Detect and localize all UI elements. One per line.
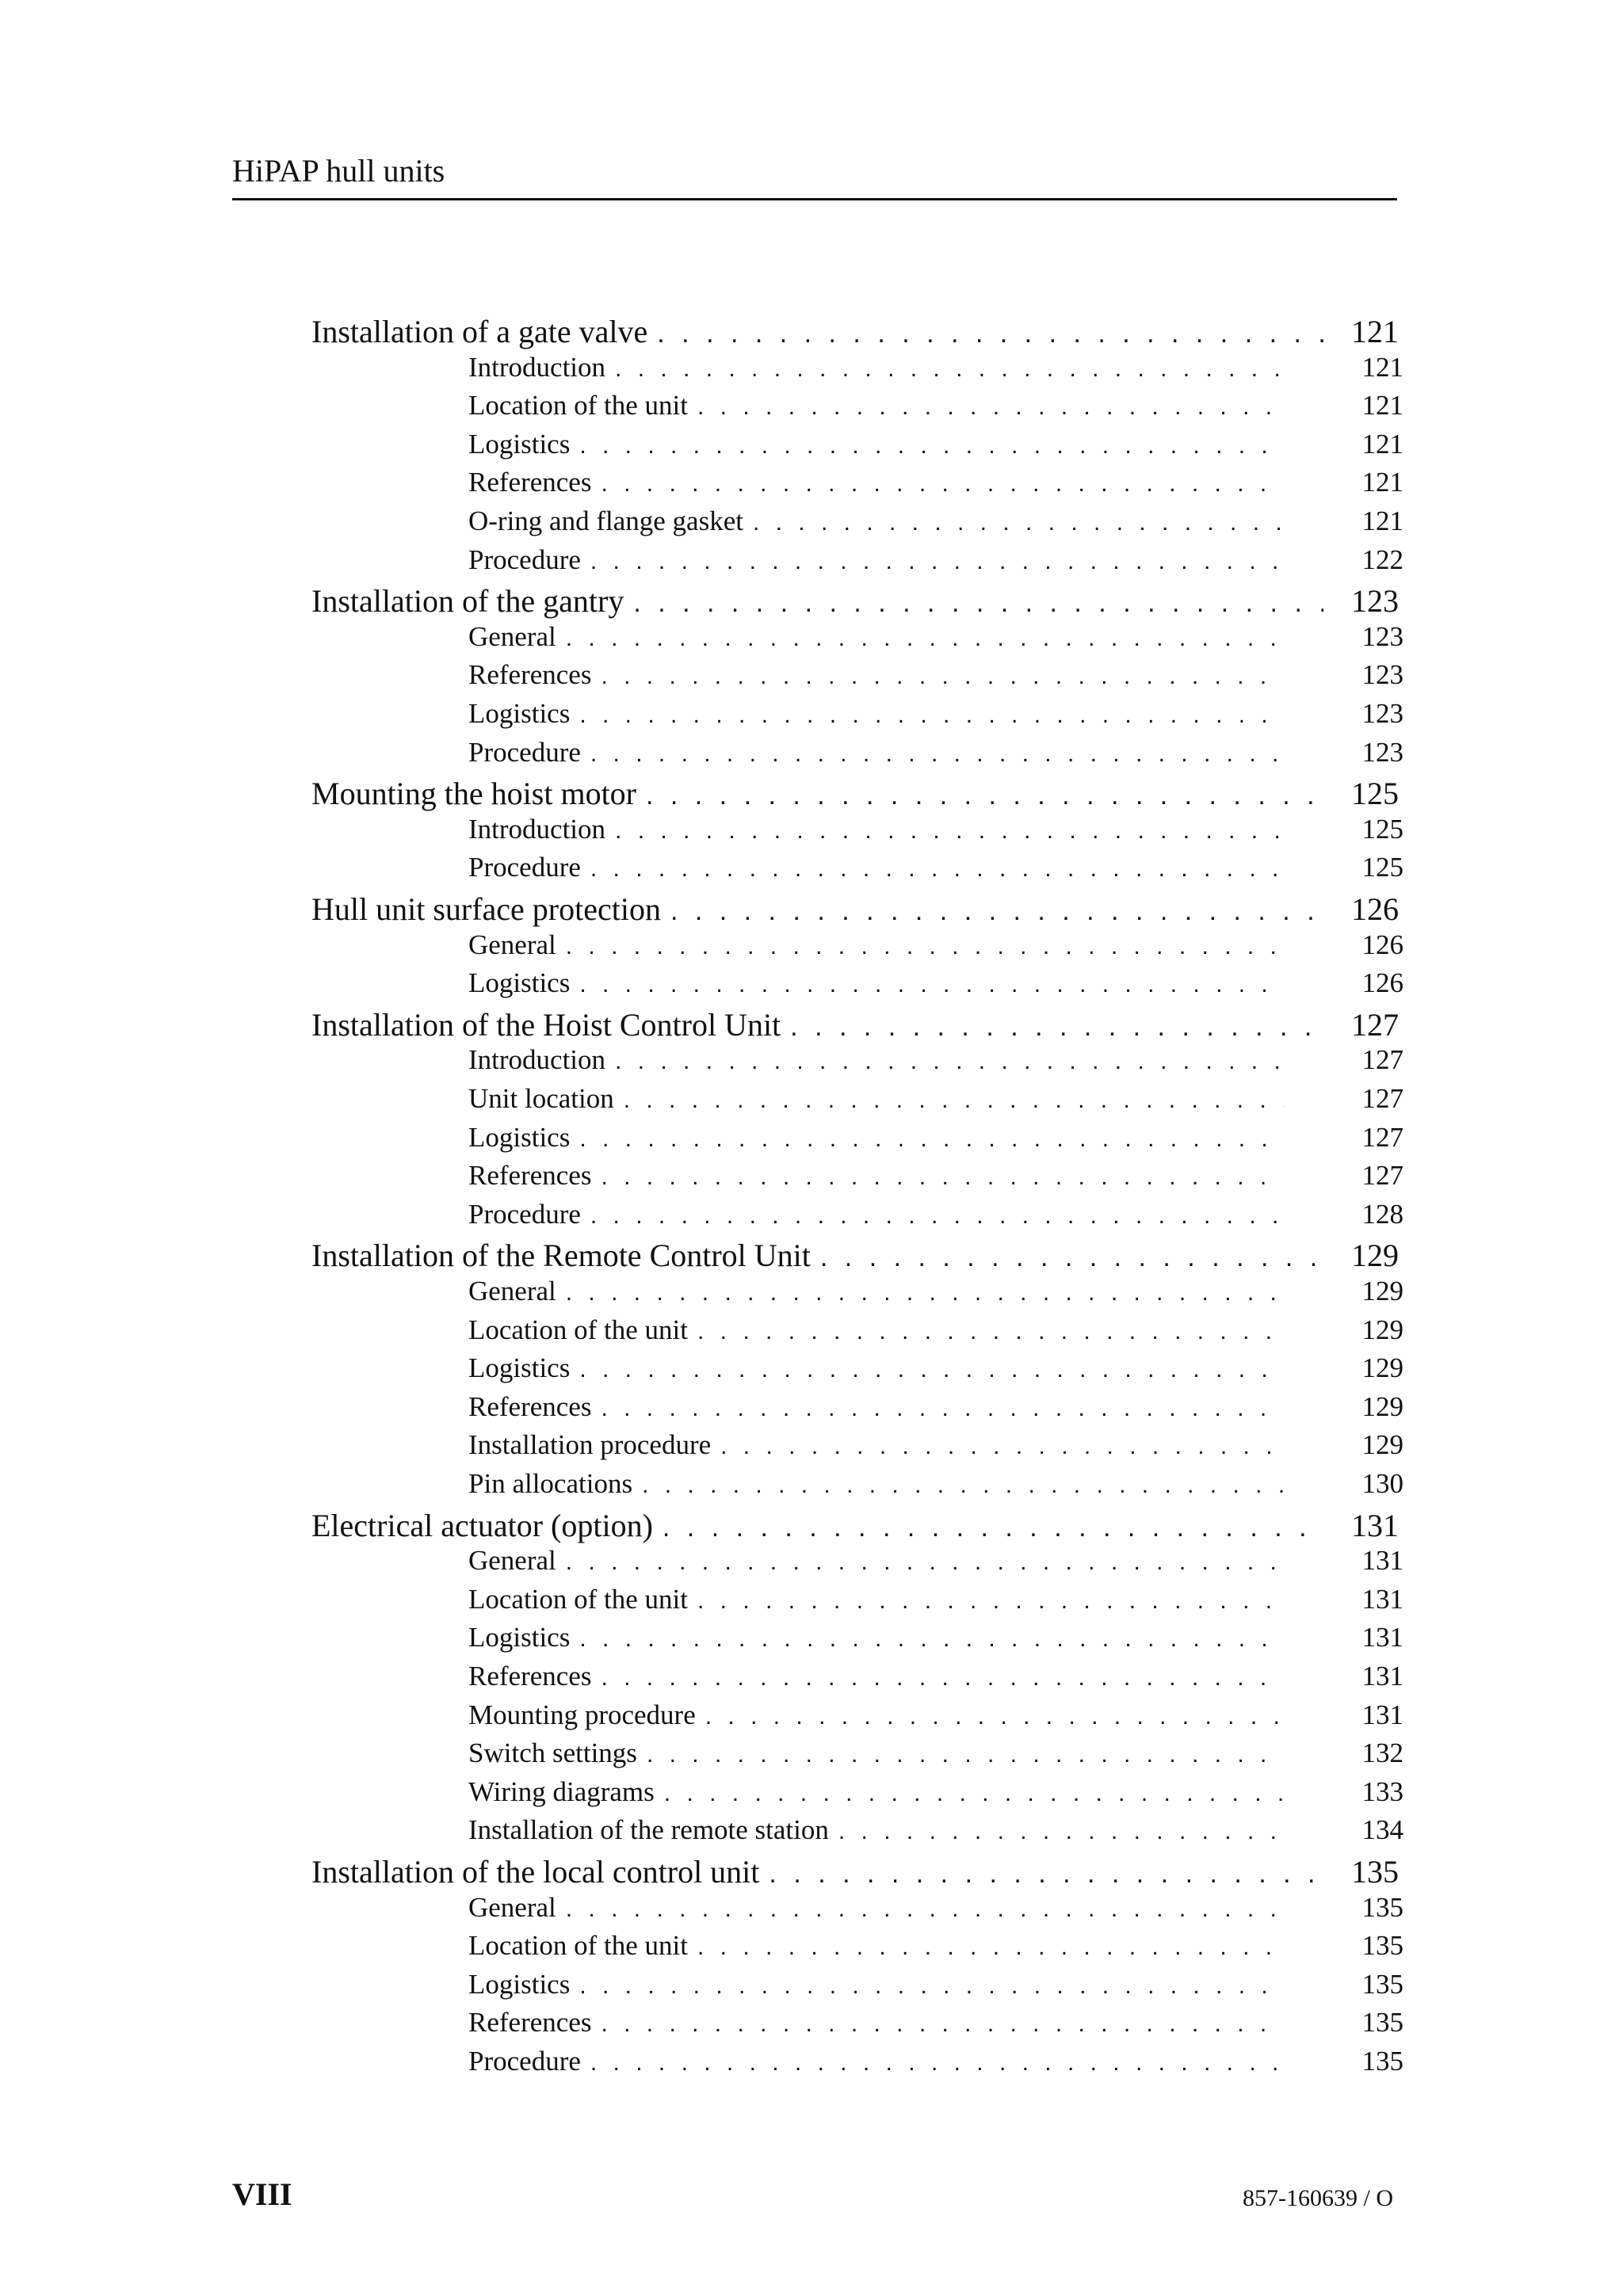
toc-entry-title: Installation of the remote station <box>468 1814 829 1846</box>
toc-leader-dots <box>566 1280 1285 1306</box>
toc-entry-page-number: 131 <box>1361 1661 1403 1691</box>
toc-entry-title: Procedure <box>468 543 581 575</box>
toc-entry-page-number: 129 <box>1361 1429 1403 1461</box>
toc-leader-dots <box>790 1012 1323 1043</box>
toc-entry-title: Procedure <box>468 736 581 768</box>
toc-entry-title: Installation of the local control unit <box>311 1854 760 1890</box>
toc-section-entry[interactable] <box>311 775 1399 812</box>
toc-section-entry[interactable] <box>311 891 1399 928</box>
footer-doc-id: 857-160639 / O <box>1243 2185 1393 2211</box>
toc-subsection-entry[interactable] <box>468 621 1403 653</box>
toc-leader-dots <box>579 433 1285 460</box>
toc-leader-dots <box>705 1703 1285 1730</box>
toc-entry-page-number: 129 <box>1361 1314 1403 1345</box>
toc-entry-page-number: 126 <box>1361 967 1403 999</box>
toc-leader-dots <box>590 1203 1285 1230</box>
toc-leader-dots <box>566 1896 1285 1923</box>
toc-subsection-entry[interactable] <box>468 352 1403 383</box>
toc-subsection-entry[interactable] <box>468 2046 1403 2077</box>
toc-entry-page-number: 123 <box>1361 698 1403 729</box>
toc-entry-title: General <box>468 1276 556 1306</box>
toc-entry-page-number: 125 <box>1361 852 1403 883</box>
toc-entry-page-number: 127 <box>1361 1160 1403 1192</box>
toc-leader-dots <box>664 1780 1285 1807</box>
toc-entry-page-number: 129 <box>1351 1238 1399 1274</box>
toc-subsection-entry[interactable] <box>468 1199 1403 1230</box>
toc-leader-dots <box>646 780 1323 811</box>
toc-leader-dots <box>579 1126 1285 1153</box>
toc-subsection-entry[interactable] <box>468 1044 1403 1076</box>
toc-entry-title: Installation of the Hoist Control Unit <box>311 1006 781 1043</box>
toc-entry-page-number: 129 <box>1361 1276 1403 1306</box>
toc-leader-dots <box>697 394 1285 421</box>
toc-subsection-entry[interactable] <box>468 1352 1403 1384</box>
toc-entry-page-number: 131 <box>1361 1583 1403 1615</box>
toc-subsection-entry[interactable] <box>468 390 1403 421</box>
toc-entry-page-number: 133 <box>1361 1775 1403 1807</box>
toc-leader-dots <box>579 971 1285 998</box>
toc-entry-title: Logistics <box>468 428 571 460</box>
toc-entry-title: Procedure <box>468 2046 581 2077</box>
toc-subsection-entry[interactable] <box>468 929 1403 961</box>
toc-entry-title: Introduction <box>468 813 606 845</box>
toc-entry-title: Procedure <box>468 852 581 883</box>
toc-subsection-entry[interactable] <box>468 814 1403 845</box>
toc-leader-dots <box>657 318 1323 349</box>
toc-leader-dots <box>601 663 1285 690</box>
toc-subsection-entry[interactable] <box>468 659 1403 691</box>
toc-subsection-entry[interactable] <box>468 1930 1403 1962</box>
toc-subsection-entry[interactable] <box>468 1314 1403 1346</box>
toc-subsection-entry[interactable] <box>468 1584 1403 1615</box>
toc-leader-dots <box>579 702 1285 729</box>
toc-entry-title: Logistics <box>468 698 571 729</box>
toc-entry-title: Hull unit surface protection <box>311 891 661 927</box>
toc-entry-page-number: 122 <box>1361 543 1403 575</box>
toc-subsection-entry[interactable] <box>468 544 1403 576</box>
toc-leader-dots <box>601 1665 1285 1691</box>
toc-section-entry[interactable] <box>311 582 1399 620</box>
toc-subsection-entry[interactable] <box>468 1776 1403 1808</box>
toc-leader-dots <box>590 741 1285 768</box>
toc-entry-title: General <box>468 1891 556 1923</box>
header-rule <box>232 198 1397 200</box>
toc-leader-dots <box>720 1433 1285 1460</box>
toc-subsection-entry[interactable] <box>468 967 1403 999</box>
toc-leader-dots <box>615 818 1285 845</box>
toc-entry-title: Logistics <box>468 1622 571 1653</box>
toc-leader-dots <box>820 1242 1323 1273</box>
toc-entry-title: General <box>468 1545 556 1577</box>
toc-leader-dots <box>697 1588 1285 1615</box>
toc-leader-dots <box>579 1626 1285 1653</box>
toc-entry-page-number: 135 <box>1351 1854 1399 1890</box>
toc-subsection-entry[interactable] <box>468 1429 1403 1461</box>
toc-entry-page-number: 121 <box>1351 314 1399 349</box>
toc-subsection-entry[interactable] <box>468 1391 1403 1423</box>
toc-section-entry[interactable] <box>311 1237 1399 1274</box>
toc-leader-dots <box>647 1741 1285 1768</box>
toc-entry-title: Installation of the Remote Control Unit <box>311 1238 811 1274</box>
toc-entry-title: Mounting procedure <box>468 1699 696 1730</box>
toc-entry-page-number: 131 <box>1361 1622 1403 1653</box>
toc-entry-page-number: 126 <box>1361 929 1403 960</box>
toc-entry-page-number: 121 <box>1361 428 1403 460</box>
toc-entry-page-number: 125 <box>1361 813 1403 845</box>
toc-section-entry[interactable] <box>311 1507 1399 1544</box>
toc-entry-title: References <box>468 2007 592 2039</box>
toc-section-entry[interactable] <box>311 313 1399 350</box>
toc-subsection-entry[interactable] <box>468 1622 1403 1653</box>
toc-leader-dots <box>579 1973 1285 2000</box>
toc-entry-title: Pin allocations <box>468 1468 633 1499</box>
toc-entry-title: References <box>468 1661 592 1691</box>
toc-subsection-entry[interactable] <box>468 1699 1403 1731</box>
toc-entry-page-number: 123 <box>1351 583 1399 620</box>
toc-leader-dots <box>601 471 1285 498</box>
toc-leader-dots <box>838 1818 1285 1845</box>
toc-section-entry[interactable] <box>311 1853 1399 1890</box>
toc-leader-dots <box>566 933 1285 960</box>
toc-subsection-entry[interactable] <box>468 467 1403 498</box>
toc-leader-dots <box>590 2050 1285 2077</box>
toc-leader-dots <box>697 1318 1285 1345</box>
toc-leader-dots <box>769 1859 1323 1890</box>
toc-entry-page-number: 126 <box>1351 891 1399 927</box>
toc-entry-title: References <box>468 467 592 498</box>
toc-leader-dots <box>590 548 1285 575</box>
toc-entry-title: Mounting the hoist motor <box>311 776 636 812</box>
toc-entry-title: O-ring and flange gasket <box>468 505 743 536</box>
toc-subsection-entry[interactable] <box>468 1661 1403 1692</box>
toc-leader-dots <box>663 1512 1323 1543</box>
toc-entry-page-number: 135 <box>1361 2007 1403 2039</box>
toc-entry-title: Location of the unit <box>468 1314 689 1345</box>
toc-entry-title: Wiring diagrams <box>468 1775 655 1807</box>
toc-leader-dots <box>601 1395 1285 1422</box>
toc-subsection-entry[interactable] <box>468 1737 1403 1769</box>
toc-leader-dots <box>579 1356 1285 1383</box>
toc-entry-title: Installation of a gate valve <box>311 314 648 349</box>
toc-entry-title: Electrical actuator (option) <box>311 1507 653 1543</box>
toc-entry-page-number: 135 <box>1361 1930 1403 1962</box>
toc-leader-dots <box>697 1934 1285 1961</box>
page-header-title: HiPAP hull units <box>232 153 445 189</box>
toc-leader-dots <box>753 509 1285 536</box>
toc-entry-title: References <box>468 659 592 691</box>
toc-entry-page-number: 121 <box>1361 467 1403 498</box>
toc-entry-page-number: 129 <box>1361 1390 1403 1422</box>
toc-entry-title: Switch settings <box>468 1737 637 1769</box>
toc-entry-page-number: 123 <box>1361 620 1403 652</box>
toc-subsection-entry[interactable] <box>468 1160 1403 1192</box>
toc-entry-page-number: 127 <box>1361 1121 1403 1153</box>
toc-subsection-entry[interactable] <box>468 698 1403 730</box>
toc-entry-title: General <box>468 620 556 652</box>
toc-leader-dots <box>633 588 1323 619</box>
toc-entry-title: References <box>468 1390 592 1422</box>
toc-entry-page-number: 132 <box>1361 1737 1403 1769</box>
toc-entry-title: Location of the unit <box>468 1583 689 1615</box>
toc-subsection-entry[interactable] <box>468 1122 1403 1154</box>
toc-entry-page-number: 127 <box>1351 1006 1399 1043</box>
toc-entry-title: Location of the unit <box>468 1930 689 1962</box>
toc-entry-page-number: 135 <box>1361 1968 1403 2000</box>
toc-subsection-entry[interactable] <box>468 1276 1403 1307</box>
toc-entry-page-number: 121 <box>1361 351 1403 383</box>
toc-entry-title: References <box>468 1160 592 1192</box>
toc-leader-dots <box>615 1048 1285 1075</box>
footer-page-label: VIII <box>232 2176 292 2212</box>
toc-entry-page-number: 121 <box>1361 505 1403 536</box>
toc-leader-dots <box>601 2011 1285 2038</box>
toc-entry-page-number: 129 <box>1361 1352 1403 1384</box>
toc-entry-title: Introduction <box>468 1044 606 1076</box>
toc-leader-dots <box>601 1164 1285 1191</box>
toc-entry-page-number: 121 <box>1361 390 1403 421</box>
toc-entry-page-number: 135 <box>1361 2046 1403 2077</box>
toc-subsection-entry[interactable] <box>468 737 1403 769</box>
toc-leader-dots <box>566 625 1285 652</box>
toc-entry-page-number: 125 <box>1351 776 1399 812</box>
toc-entry-title: General <box>468 929 556 960</box>
toc-subsection-entry[interactable] <box>468 852 1403 883</box>
toc-subsection-entry[interactable] <box>468 1969 1403 2000</box>
toc-entry-page-number: 134 <box>1361 1814 1403 1846</box>
toc-entry-title: Installation of the gantry <box>311 583 624 620</box>
toc-entry-title: Logistics <box>468 1121 571 1153</box>
toc-entry-page-number: 128 <box>1361 1198 1403 1230</box>
toc-subsection-entry[interactable] <box>468 1545 1403 1577</box>
toc-entry-page-number: 127 <box>1361 1083 1403 1114</box>
toc-entry-page-number: 131 <box>1351 1507 1399 1543</box>
toc-entry-page-number: 135 <box>1361 1891 1403 1923</box>
toc-leader-dots <box>615 356 1285 383</box>
toc-entry-title: Logistics <box>468 967 571 999</box>
toc-entry-title: Procedure <box>468 1198 581 1230</box>
toc-leader-dots <box>642 1472 1285 1499</box>
toc-subsection-entry[interactable] <box>468 429 1403 460</box>
toc-entry-page-number: 131 <box>1361 1545 1403 1577</box>
toc-leader-dots <box>624 1087 1285 1114</box>
toc-leader-dots <box>590 856 1285 883</box>
toc-entry-page-number: 123 <box>1361 736 1403 768</box>
toc-subsection-entry[interactable] <box>468 505 1403 537</box>
toc-entry-page-number: 131 <box>1361 1699 1403 1730</box>
toc-leader-dots <box>670 896 1323 927</box>
toc-subsection-entry[interactable] <box>468 2007 1403 2039</box>
toc-subsection-entry[interactable] <box>468 1468 1403 1500</box>
toc-entry-title: Unit location <box>468 1083 614 1114</box>
toc-entry-page-number: 123 <box>1361 659 1403 691</box>
toc-entry-title: Logistics <box>468 1968 571 2000</box>
toc-subsection-entry[interactable] <box>468 1892 1403 1924</box>
toc-leader-dots <box>566 1549 1285 1576</box>
toc-entry-page-number: 127 <box>1361 1044 1403 1076</box>
toc-entry-page-number: 130 <box>1361 1468 1403 1499</box>
toc-entry-title: Introduction <box>468 351 606 383</box>
toc-subsection-entry[interactable] <box>468 1083 1403 1115</box>
toc-entry-title: Logistics <box>468 1352 571 1384</box>
toc-section-entry[interactable] <box>311 1006 1399 1043</box>
toc-subsection-entry[interactable] <box>468 1814 1403 1846</box>
toc-entry-title: Installation procedure <box>468 1429 712 1461</box>
toc-entry-title: Location of the unit <box>468 390 689 421</box>
